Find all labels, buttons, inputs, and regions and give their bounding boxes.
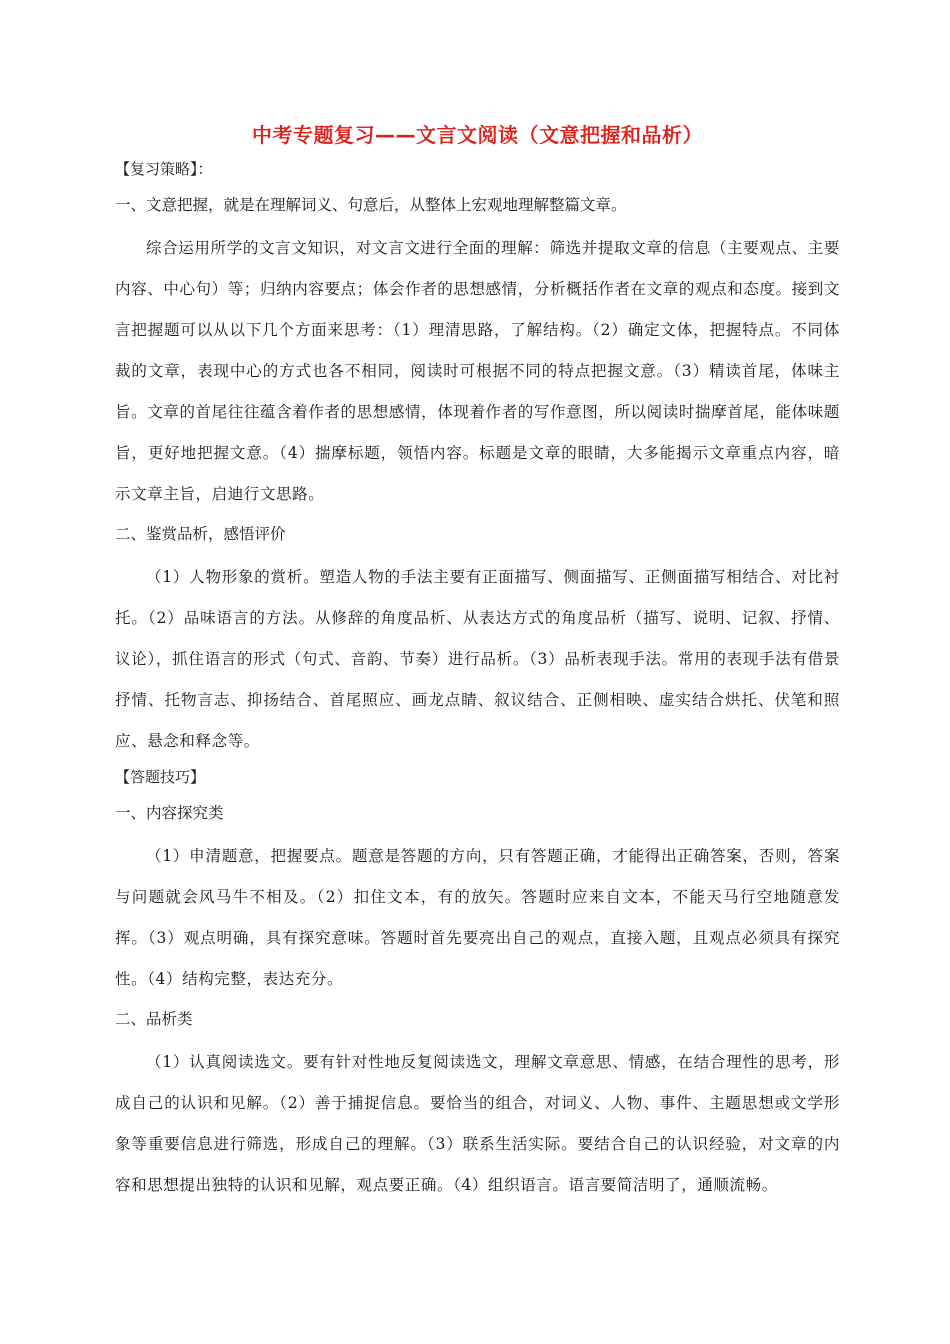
answer-skills-heading: 【答题技巧】	[115, 768, 206, 786]
skills-section-2-paragraph: （1）认真阅读选文。要有针对性地反复阅读选文，理解文章意思、情感，在结合理性的思考，形成自己的认识和见解。（2）善于捕捉信息。要恰当的组合，对词义、人物、事件、主题思想或文学形象等重要信息进行筛选，形成自己的理解。（3）联系生活实际。要结合自己的认识经验，对文章的内容和思想提出独特的认识和见解，观点要正确。（4）组织语言。语言要简洁明了，通顺流畅。	[115, 1053, 840, 1194]
skills-section-2-title: 二、品析类	[115, 1010, 193, 1028]
review-section-1-title: 一、文意把握，就是在理解词义、句意后，从整体上宏观地理解整篇文章。	[115, 196, 627, 214]
skills-section-1-title: 一、内容探究类	[115, 804, 224, 822]
review-section-2-paragraph: （1）人物形象的赏析。塑造人物的手法主要有正面描写、侧面描写、正侧面描写相结合、对比衬托。（2）品味语言的方法。从修辞的角度品析、从表达方式的角度品析（描写、说明、记叙、抒情、议论），抓住语言的形式（句式、音韵、节奏）进行品析。（3）品析表现手法。常用的表现手法有借景抒情、托物言志、抑扬结合、首尾照应、画龙点睛、叙议结合、正侧相映、虚实结合烘托、伏笔和照应、悬念和释念等。	[115, 568, 840, 750]
document-title: 中考专题复习——文言文阅读（文意把握和品析）	[252, 123, 703, 147]
review-section-2-title: 二、鉴赏品析，感悟评价	[115, 525, 286, 543]
skills-section-1-paragraph: （1）申清题意，把握要点。题意是答题的方向，只有答题正确，才能得出正确答案，否则，答案与问题就会风马牛不相及。（2）扣住文本，有的放矢。答题时应来自文本，不能天马行空地随意发挥。（3）观点明确，具有探究意味。答题时首先要亮出自己的观点，直接入题，且观点必须具有探究性。（4）结构完整，表达充分。	[115, 847, 840, 988]
document-page	[115, 118, 840, 1206]
review-section-1-paragraph: 综合运用所学的文言文知识，对文言文进行全面的理解：筛选并提取文章的信息（主要观点、主要内容、中心句）等；归纳内容要点；体会作者的思想感情，分析概括作者在文章的观点和态度。接到文言把握题可以从以下几个方面来思考：（1）理清思路，了解结构。（2）确定文体，把握特点。不同体裁的文章，表现中心的方式也各不相同，阅读时可根据不同的特点把握文意。（3）精读首尾，体味主旨。文章的首尾往往蕴含着作者的思想感情，体现着作者的写作意图，所以阅读时揣摩首尾，能体味题旨，更好地把握文意。（4）揣摩标题，领悟内容。标题是文章的眼睛，大多能揭示文章重点内容，暗示文章主旨，启迪行文思路。	[115, 239, 840, 503]
review-strategy-heading: 【复习策略】：	[115, 160, 213, 178]
